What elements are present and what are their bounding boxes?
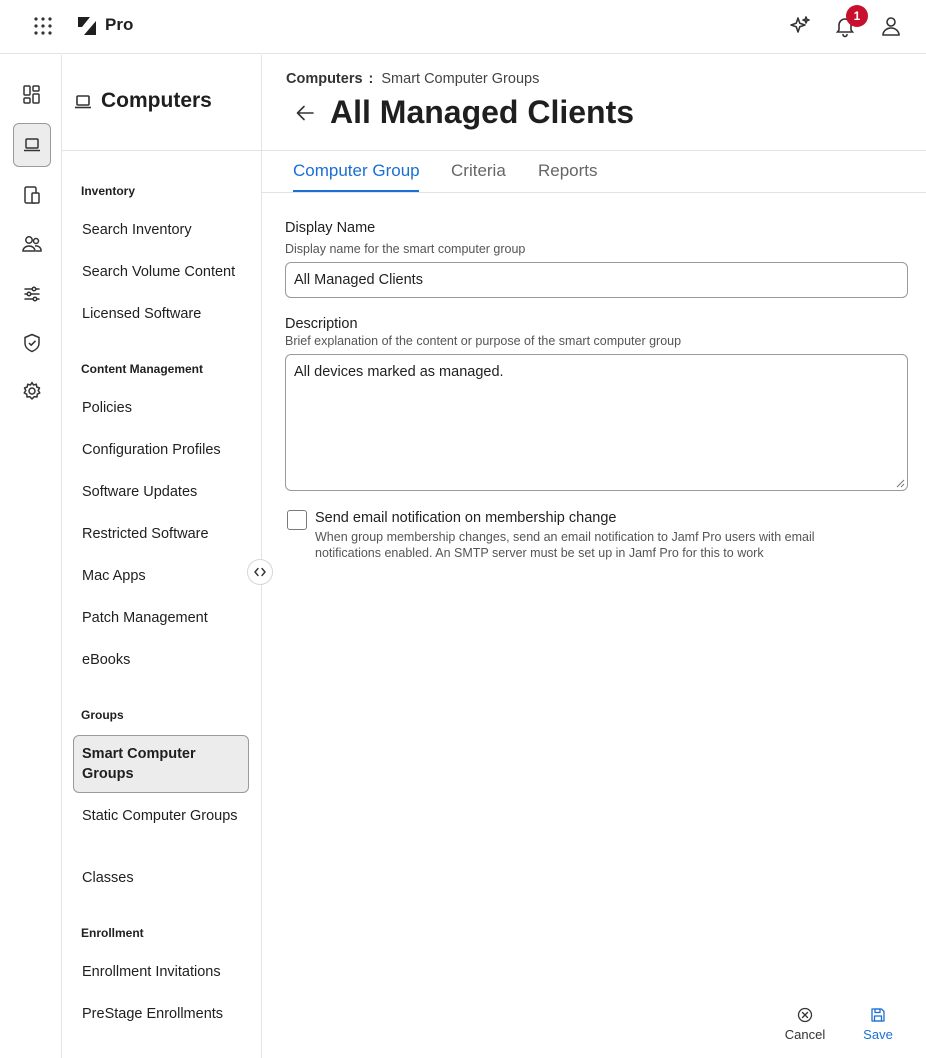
nav-item-enrollment-invitations[interactable]: Enrollment Invitations	[82, 964, 221, 980]
breadcrumb-current[interactable]: Smart Computer Groups	[381, 71, 540, 87]
collapse-nav-button[interactable]	[247, 559, 273, 585]
nav-item-restricted-software[interactable]: Restricted Software	[82, 526, 209, 542]
tab-bar	[262, 150, 926, 193]
code-chevrons-icon	[254, 567, 266, 577]
nav-item-classes[interactable]: Classes	[82, 870, 134, 886]
nav-item-licensed-software[interactable]: Licensed Software	[82, 306, 202, 322]
description-help: Brief explanation of the content or purpose of the smart computer group	[285, 334, 682, 348]
shield-icon	[23, 333, 41, 353]
nav-item-search-inventory[interactable]: Search Inventory	[82, 222, 192, 238]
nav-item-policies[interactable]: Policies	[82, 400, 132, 416]
top-bar	[0, 0, 926, 54]
rail-users[interactable]	[13, 222, 51, 266]
app-launcher-icon[interactable]	[31, 14, 55, 38]
jamf-logo-icon[interactable]	[76, 15, 98, 37]
dashboard-icon	[23, 85, 41, 105]
display-name-help: Display name for the smart computer group	[285, 242, 526, 256]
nav-item-search-volume-content[interactable]: Search Volume Content	[82, 264, 236, 280]
tab-computer-group[interactable]: Computer Group	[293, 161, 420, 180]
nav-section-inventory: Inventory	[81, 184, 136, 198]
laptop-icon	[74, 93, 92, 111]
rail-settings-sliders[interactable]	[13, 272, 51, 316]
computers-icon	[23, 137, 41, 153]
nav-item-mac-apps[interactable]: Mac Apps	[82, 568, 146, 584]
nav-item-software-updates[interactable]: Software Updates	[82, 484, 198, 500]
save-disk-icon	[870, 1007, 886, 1023]
rail-settings[interactable]	[13, 369, 51, 413]
nav-item-patch-management[interactable]: Patch Management	[82, 610, 208, 626]
description-textarea[interactable]	[285, 354, 908, 491]
nav-item-prestage-enrollments[interactable]: PreStage Enrollments	[82, 1006, 224, 1022]
back-arrow-icon[interactable]	[295, 104, 315, 122]
save-label: Save	[863, 1027, 893, 1042]
nav-item-ebooks[interactable]: eBooks	[82, 652, 131, 668]
nav-item-smart-computer-groups[interactable]: Smart Computer Groups	[73, 735, 249, 793]
section-nav	[62, 55, 262, 1058]
nav-header	[62, 55, 261, 151]
user-account-icon[interactable]	[879, 14, 903, 38]
product-name: Pro	[105, 15, 134, 34]
email-notification-label[interactable]: Send email notification on membership change	[315, 510, 617, 526]
devices-icon	[23, 186, 41, 204]
nav-section-content-management: Content Management	[81, 362, 204, 376]
display-name-input[interactable]	[285, 262, 908, 298]
breadcrumb-parent[interactable]: Computers	[286, 71, 363, 87]
nav-item-static-computer-groups[interactable]: Static Computer Groups	[82, 808, 238, 824]
email-notification-checkbox[interactable]	[287, 510, 307, 530]
cancel-label: Cancel	[784, 1027, 826, 1042]
nav-title: Computers	[101, 89, 212, 112]
breadcrumb-separator: :	[368, 71, 374, 87]
resize-handle-icon[interactable]	[895, 478, 905, 488]
rail-security[interactable]	[13, 321, 51, 365]
tab-criteria[interactable]: Criteria	[451, 161, 506, 180]
breadcrumb	[286, 71, 539, 87]
description-label: Description	[285, 316, 358, 332]
nav-section-groups: Groups	[81, 708, 124, 722]
sliders-icon	[23, 285, 41, 303]
tab-reports[interactable]: Reports	[538, 161, 598, 180]
rail-computers[interactable]	[13, 123, 51, 167]
nav-item-configuration-profiles[interactable]: Configuration Profiles	[82, 442, 221, 458]
ai-sparkle-icon[interactable]	[788, 14, 812, 38]
rail-dashboard[interactable]	[13, 73, 51, 117]
nav-section-enrollment: Enrollment	[81, 926, 144, 940]
cancel-button[interactable]	[775, 1007, 835, 1042]
email-notification-help: When group membership changes, send an email notification to Jamf Pro users with email notifications enabled. An SMTP server must be set up in Jamf Pro for this to work	[315, 530, 815, 560]
gear-icon	[22, 381, 42, 401]
active-tab-indicator	[293, 190, 419, 192]
page-title: All Managed Clients	[330, 94, 635, 130]
save-button[interactable]	[848, 1007, 908, 1042]
display-name-label: Display Name	[285, 220, 376, 236]
notification-badge: 1	[846, 5, 868, 27]
users-icon	[22, 235, 42, 253]
icon-rail	[0, 55, 62, 1058]
rail-devices[interactable]	[13, 173, 51, 217]
cancel-circle-icon	[797, 1007, 813, 1023]
